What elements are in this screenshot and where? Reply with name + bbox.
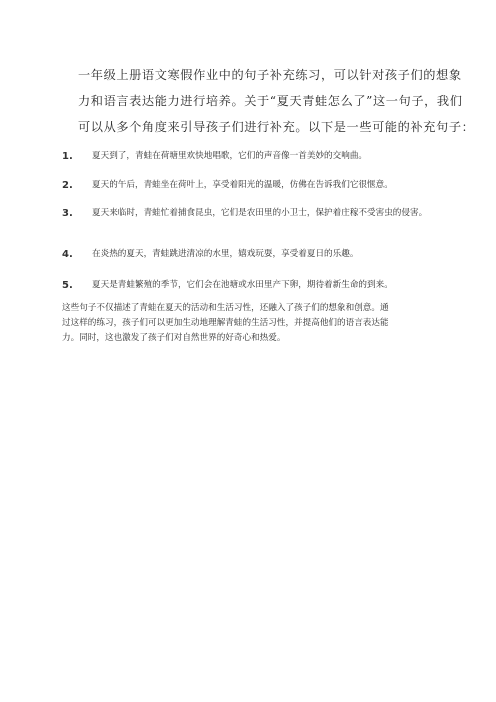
list-item-text: 在炎热的夏天，青蛙跳进清凉的水里，嬉戏玩耍，享受着夏日的乐趣。 bbox=[92, 249, 359, 259]
list-item bbox=[62, 205, 434, 222]
intro-paragraph bbox=[78, 62, 475, 140]
list-item-text: 夏天到了，青蛙在荷塘里欢快地唱歌，它们的声音像一首美妙的交响曲。 bbox=[92, 151, 368, 161]
intro-line: 一年级上册语文寒假作业中的句子补充练习，可以针对孩子们的想象 bbox=[78, 68, 462, 82]
intro-line: 可以从多个角度来引导孩子们进行补充。以下是一些可能的补充句子： bbox=[78, 120, 475, 134]
list-item-number: 1. bbox=[62, 151, 73, 162]
list-item-text: 夏天是青蛙繁殖的季节，它们会在池塘或水田里产下卵，期待着新生命的到来。 bbox=[92, 280, 393, 290]
summary-line: 这些句子不仅描述了青蛙在夏天的活动和生活习性，还融入了孩子们的想象和创意。通 bbox=[62, 303, 389, 313]
list-item-number: 3. bbox=[62, 208, 73, 219]
list-item bbox=[62, 148, 434, 165]
list-item bbox=[62, 177, 434, 194]
summary-paragraph bbox=[62, 301, 434, 346]
list-item-text: 夏天的午后，青蛙坐在荷叶上，享受着阳光的温暖，仿佛在告诉我们它很惬意。 bbox=[92, 180, 393, 190]
summary-line: 力。同时，这也激发了孩子们对自然世界的好奇心和热爱。 bbox=[62, 333, 286, 343]
intro-line: 力和语言表达能力进行培养。关于“夏天青蛙怎么了”这一句子，我们 bbox=[78, 94, 463, 108]
list-item bbox=[62, 246, 434, 263]
list-item bbox=[62, 277, 434, 294]
list-item-number: 4. bbox=[62, 249, 73, 260]
list-item-number: 5. bbox=[62, 280, 73, 291]
summary-line: 过这样的练习，孩子们可以更加生动地理解青蛙的生活习性，并提高他们的语言表达能 bbox=[62, 318, 389, 328]
list-item-number: 2. bbox=[62, 180, 73, 191]
list-item-text: 夏天来临时，青蛙忙着捕食昆虫，它们是农田里的小卫士，保护着庄稼不受害虫的侵害。 bbox=[92, 208, 428, 218]
